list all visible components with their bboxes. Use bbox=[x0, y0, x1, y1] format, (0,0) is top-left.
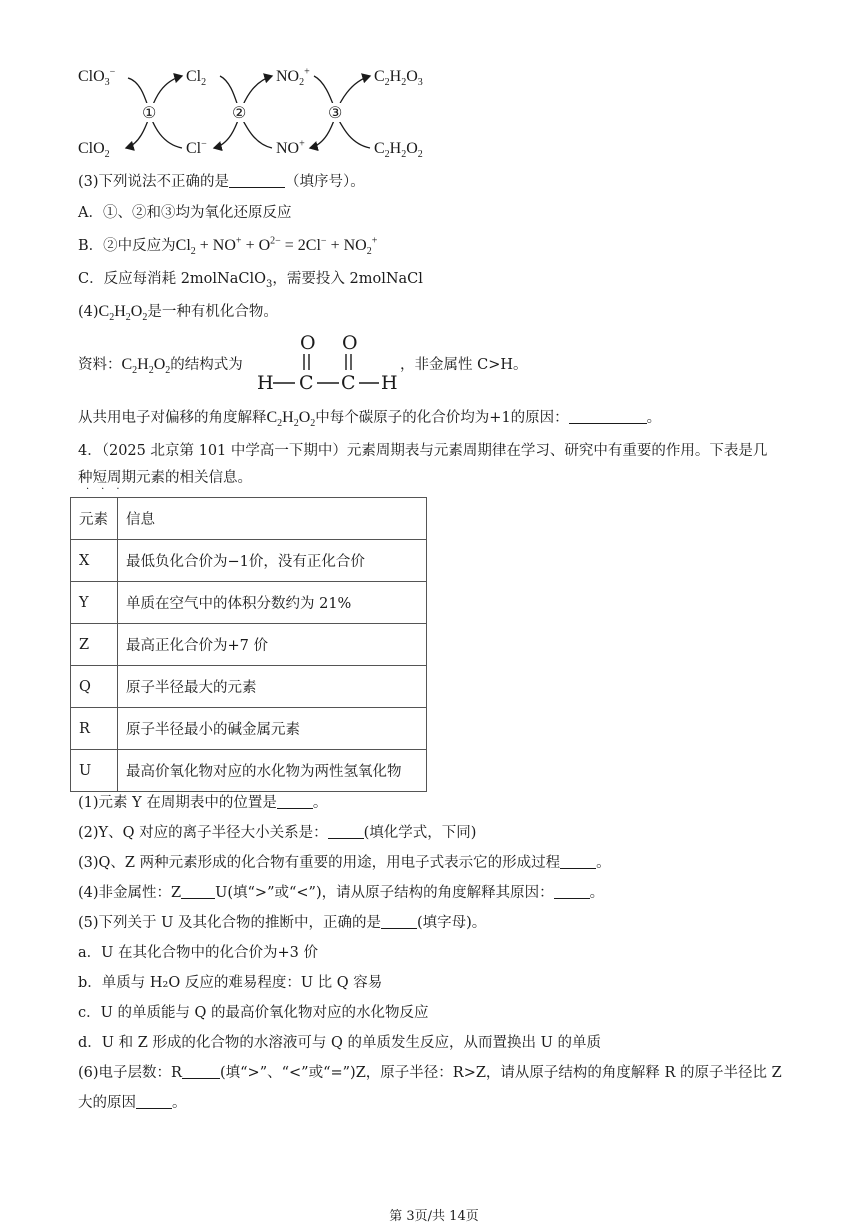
table-row bbox=[71, 750, 427, 792]
subq-5 bbox=[78, 913, 486, 933]
subq-5-option-d: d．U 和 Z 形成的化合物的水溶液可与 Q 的单质发生反应，从而置换出 U 的单质 bbox=[78, 1035, 601, 1051]
table-cell-info: 原子半径最小的碱金属元素 bbox=[118, 708, 427, 750]
atom-c-right: C bbox=[341, 372, 356, 394]
q4-explain: 从共用电子对偏移的角度解释$C_2H_2O_2$中每个碳原子的化合价均为+1的原因： 。 bbox=[78, 409, 662, 430]
table-cell-symbol: X bbox=[71, 540, 118, 582]
cycle-label-1: ① bbox=[142, 103, 157, 122]
table-header-element: 元素 bbox=[71, 498, 118, 540]
reaction-cycle-diagram bbox=[70, 60, 450, 165]
subq-2-text: (2)Y、Q 对应的离子半径大小关系是： bbox=[78, 825, 328, 841]
subq-5-blank[interactable] bbox=[381, 914, 417, 929]
q3-stem bbox=[78, 172, 365, 192]
species-no-plus: NO+ bbox=[276, 138, 305, 157]
table-row bbox=[71, 624, 427, 666]
species-cl-minus: Cl− bbox=[186, 138, 207, 157]
q4-material-prefix: 资料： bbox=[78, 357, 122, 373]
table-row bbox=[71, 582, 427, 624]
species-no2-plus: $NO_2^+$ bbox=[276, 66, 310, 89]
subq-2-end: (填化学式，下同) bbox=[363, 825, 477, 841]
q4-explain-suffix: 中每个碳原子的化合价均为+1的原因： bbox=[315, 410, 569, 426]
subq-4-mid: U(填“>”或“<”)，请从原子结构的角度解释其原因： bbox=[215, 885, 554, 901]
table-cell-info: 最高正化合价为+7 价 bbox=[118, 624, 427, 666]
page-footer: 第 3页/共 14页 bbox=[389, 1209, 479, 1224]
subq-4-text: (4)非金属性：Z bbox=[78, 885, 182, 901]
subq-6-mid: (填“>”、“<”或“=”)Z，原子半径：R>Z，请从原子结构的角度解释 R 的原子半径比 Z bbox=[219, 1065, 782, 1081]
subq-4-blank-a[interactable] bbox=[181, 884, 215, 899]
subq-6-end: 。 bbox=[172, 1095, 187, 1111]
subq-4 bbox=[78, 883, 604, 903]
species-c2h2o2: $C_2H_2O_2$ bbox=[374, 140, 423, 161]
q3-option-c-suffix: ，需要投入 2molNaCl bbox=[272, 271, 423, 287]
q3-answer-blank[interactable] bbox=[229, 173, 285, 188]
subq-3-blank[interactable] bbox=[560, 854, 596, 869]
q4-stem-suffix: 是一种有机化合物。 bbox=[147, 304, 278, 320]
q3-option-b-prefix: B．②中反应为 bbox=[78, 238, 176, 254]
subq-5-text: (5)下列关于 U 及其化合物的推断中，正确的是 bbox=[78, 915, 381, 931]
subq-4-end: 。 bbox=[589, 885, 605, 901]
subq-6-text: (6)电子层数：R bbox=[78, 1065, 182, 1081]
species-clo2: ClO$_2$ bbox=[78, 140, 110, 161]
q4-material: 资料：$C_2H_2O_2$的结构式为 bbox=[78, 356, 243, 377]
table-header-info: 信息 bbox=[118, 498, 427, 540]
cycle-label-3: ③ bbox=[328, 103, 343, 122]
subq-1 bbox=[78, 793, 327, 813]
table-row bbox=[71, 540, 427, 582]
subq-3-text: (3)Q、Z 两种元素形成的化合物有重要的用途，用电子式表示它的形成过程 bbox=[78, 855, 561, 871]
species-cl2: $Cl_2$ bbox=[186, 68, 207, 89]
atom-h-right: H bbox=[381, 372, 398, 394]
subq-6-blank-a[interactable] bbox=[182, 1064, 220, 1079]
subq-1-blank[interactable] bbox=[277, 794, 313, 809]
q4-material-tail: ，非金属性 C>H。 bbox=[400, 357, 528, 373]
q4-material-mid: 的结构式为 bbox=[170, 357, 243, 373]
subq-2-blank[interactable] bbox=[328, 824, 364, 839]
subq-3-end: 。 bbox=[596, 855, 611, 871]
subq-5-end: (填字母)。 bbox=[416, 915, 487, 931]
subq-1-end: 。 bbox=[312, 795, 328, 811]
atom-h-left: H bbox=[257, 372, 274, 394]
problem4-line2: 种短周期元素的相关信息。 bbox=[78, 470, 252, 486]
q4-explain-prefix: 从共用电子对偏移的角度解释 bbox=[78, 410, 267, 426]
table-row bbox=[71, 666, 427, 708]
table-row bbox=[71, 708, 427, 750]
subq-3 bbox=[78, 853, 611, 873]
subq-2 bbox=[78, 823, 476, 843]
problem4-line1: 4．（2025 北京第 101 中学高一下期中）元素周期表与元素周期律在学习、研究中有重要的作用。下表是几 bbox=[78, 443, 768, 459]
element-info-table bbox=[70, 497, 427, 792]
table-cell-info: 原子半径最大的元素 bbox=[118, 666, 427, 708]
subq-6-cont bbox=[78, 1093, 187, 1113]
subq-1-text: (1)元素 Y 在周期表中的位置是 bbox=[78, 795, 277, 811]
table-cell-info: 最低负化合价为−1价，没有正化合价 bbox=[118, 540, 427, 582]
glyoxal-structural-formula bbox=[255, 332, 405, 402]
subq-6-cont-text: 大的原因 bbox=[78, 1095, 136, 1111]
table-cell-symbol: Z bbox=[71, 624, 118, 666]
atom-o-left: O bbox=[300, 332, 316, 354]
q3-option-a: A．①、②和③均为氧化还原反应 bbox=[78, 205, 292, 221]
q4-explain-end: 。 bbox=[646, 410, 662, 426]
q3-option-b bbox=[78, 236, 377, 256]
table-cell-info: 最高价氧化物对应的水化物为两性氢氧化物 bbox=[118, 750, 427, 792]
subq-6 bbox=[78, 1063, 782, 1083]
subq-6-blank-b[interactable] bbox=[136, 1094, 172, 1109]
q3-option-b-equation: $Cl_2 + NO^+ + O^{2-} = 2Cl^- + NO_2^+$ bbox=[175, 235, 378, 258]
q3-stem-text: (3)下列说法不正确的是 bbox=[78, 174, 230, 190]
table-header-row bbox=[71, 498, 427, 540]
table-cell-symbol: Y bbox=[71, 582, 118, 624]
subq-5-option-b: b．单质与 H₂O 反应的难易程度：U 比 Q 容易 bbox=[78, 975, 383, 991]
q3-option-c: C．反应每消耗 2molNaClO$_3$，需要投入 2molNaCl bbox=[78, 271, 423, 290]
emphasis-dots: ··· bbox=[86, 484, 132, 495]
q4-stem: $(4)C_2H_2O_2$是一种有机化合物。 bbox=[78, 303, 278, 324]
subq-5-option-c: c．U 的单质能与 Q 的最高价氧化物对应的水化物反应 bbox=[78, 1005, 429, 1021]
subq-5-option-a: a．U 在其化合物中的化合价为+3 价 bbox=[78, 945, 318, 961]
table-cell-info: 单质在空气中的体积分数约为 21% bbox=[118, 582, 427, 624]
atom-o-right: O bbox=[342, 332, 358, 354]
cycle-label-2: ② bbox=[232, 103, 247, 122]
q3-option-c-prefix: C．反应每消耗 2molNaClO bbox=[78, 271, 266, 287]
species-c2h2o3: $C_2H_2O_3$ bbox=[374, 68, 423, 89]
table-cell-symbol: Q bbox=[71, 666, 118, 708]
atom-c-left: C bbox=[299, 372, 314, 394]
table-cell-symbol: R bbox=[71, 708, 118, 750]
q3-stem-tail: （填序号）。 bbox=[285, 174, 365, 190]
table-cell-symbol: U bbox=[71, 750, 118, 792]
species-clo3-minus: ClO$_3$− bbox=[78, 66, 116, 89]
q4-answer-blank[interactable] bbox=[569, 409, 647, 424]
subq-4-blank-b[interactable] bbox=[554, 884, 590, 899]
